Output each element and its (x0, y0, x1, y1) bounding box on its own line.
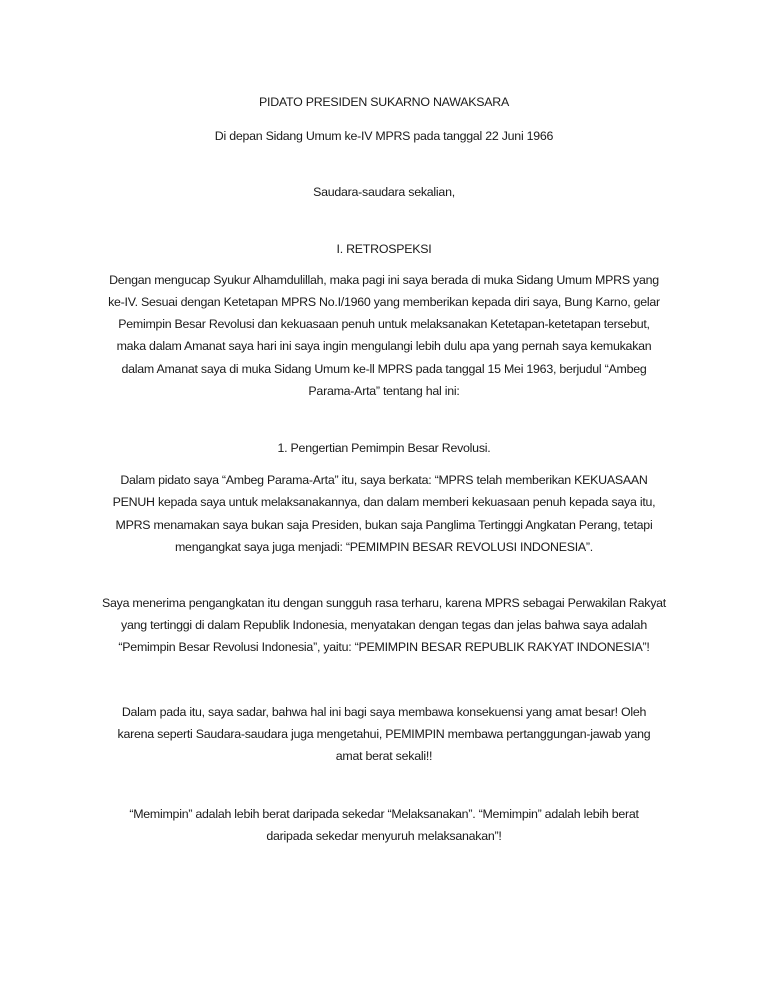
paragraph-memimpin: “Memimpin” adalah lebih berat daripada sekedar “Melaksanakan”. “Memimpin” adalah lebih berat daripada sekedar menyuruh melaksanakan”! (129, 807, 639, 844)
paragraph-ambeg-parama-arta: Dalam pidato saya “Ambeg Parama-Arta” itu, saya berkata: “MPRS telah memberikan KEKUASAAN PENUH kepada saya untuk melaksanakannya, dan dalam memberi kekuasaan penuh kepada saya itu, MPRS menamakan saya bukan saja Presiden, bukan saja Panglima Tertinggi Angkatan Perang, tetapi mengangkat saya juga menjadi: “PEMIMPIN BESAR REVOLUSI INDONESIA”. (112, 473, 656, 554)
salutation: Saudara-saudara sekalian, (313, 185, 455, 200)
paragraph-retrospeksi: Dengan mengucap Syukur Alhamdulillah, maka pagi ini saya berada di muka Sidang Umum MPRS yang ke-IV. Sesuai dengan Ketetapan MPRS No.I/1960 yang memberikan kepada diri saya, Bung Karno, gelar Pemimpin Besar Revolusi dan kekuasaan penuh untuk melaksanakan Ketetapan-ketetapan tersebut, maka dalam Amanat saya hari ini saya ingin mengulangi lebih dulu apa yang pernah saya kemukakan dalam Amanat saya di muka Sidang Umum ke-ll MPRS pada tanggal 15 Mei 1963, berjudul “Ambeg Parama-Arta” tentang hal ini: (108, 272, 660, 398)
document-body (88, 91, 680, 848)
document-subtitle: Di depan Sidang Umum ke-IV MPRS pada tanggal 22 Juni 1966 (214, 129, 554, 144)
paragraph-konsekuensi: Dalam pada itu, saya sadar, bahwa hal ini bagi saya membawa konsekuensi yang amat besar! Oleh karena seperti Saudara-saudara juga mengetahui, PEMIMPIN membawa pertanggungan-jawab yang amat berat sekali!! (117, 704, 651, 764)
paragraph-pengangkatan: Saya menerima pengangkatan itu dengan sungguh rasa terharu, karena MPRS sebagai Perwakilan Rakyat yang tertinggi di dalam Republik Indonesia, menyatakan dengan tegas dan jelas bahwa saya adalah “Pemimpin Besar Revolusi Indonesia”, yaitu: “PEMIMPIN BESAR REPUBLIK RAKYAT INDONESIA”! (102, 596, 666, 655)
section-heading-retrospeksi: I. RETROSPEKSI (336, 241, 432, 256)
document-title: PIDATO PRESIDEN SUKARNO NAWAKSARA (259, 95, 509, 109)
point-heading-pengertian: 1. Pengertian Pemimpin Besar Revolusi. (277, 441, 491, 456)
